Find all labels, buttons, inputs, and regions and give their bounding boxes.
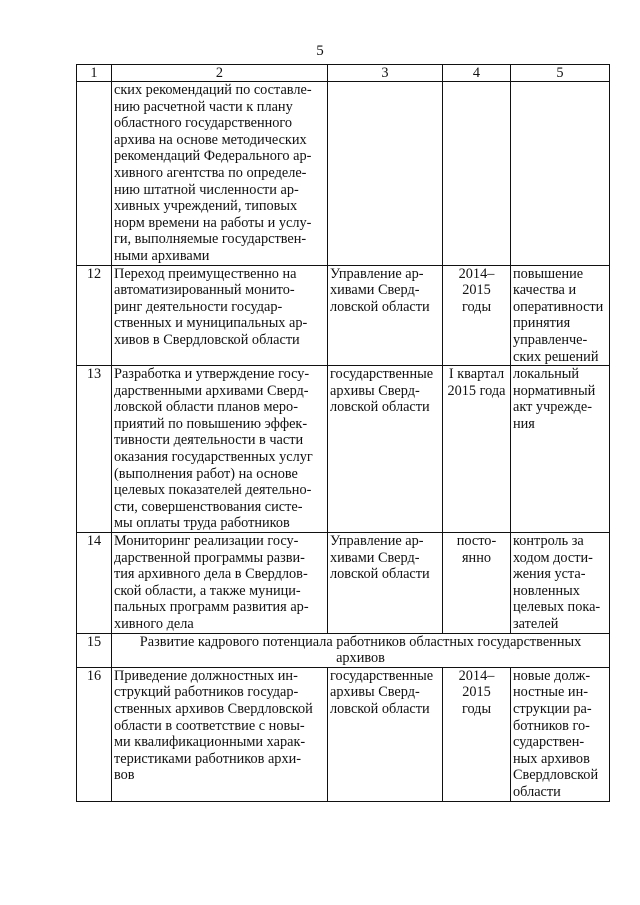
column-number: 1 xyxy=(77,65,112,82)
task-cell-line: оказания государственных услуг xyxy=(114,449,313,466)
task-cell-line: пальных программ развития ар- xyxy=(114,599,309,616)
responsible-cell xyxy=(328,533,443,634)
row-number: 14 xyxy=(77,533,112,634)
plan-table-body xyxy=(77,65,610,802)
deadline-cell-line: 2015 года xyxy=(447,382,506,399)
task-cell-line: архива на основе методических xyxy=(114,131,307,148)
task-cell-line: (выполнения работ) на основе xyxy=(114,465,298,482)
result-cell-line: качества и xyxy=(513,282,577,299)
task-cell-line: нию штатной численности ар- xyxy=(114,181,299,198)
result-cell-line: ностные ин- xyxy=(513,684,588,701)
result-cell-line: Свердловской xyxy=(513,767,599,784)
task-cell-line: ской области, а также муници- xyxy=(114,582,301,599)
task-cell-line: хивов в Свердловской области xyxy=(114,331,300,348)
table-row xyxy=(77,82,610,266)
row-number xyxy=(77,82,112,266)
deadline-cell xyxy=(443,82,511,266)
responsible-cell-line: хивами Сверд- xyxy=(330,282,420,299)
section-title xyxy=(112,633,610,667)
result-cell-line: новленных xyxy=(513,582,580,599)
deadline-cell-line: 2015 xyxy=(462,282,491,299)
result-cell-line: ных архивов xyxy=(513,750,590,767)
deadline-cell xyxy=(443,533,511,634)
deadline-cell-line: янно xyxy=(461,549,492,566)
task-cell-line: струкций работников государ- xyxy=(114,684,299,701)
task-cell-line: теристиками работников архи- xyxy=(114,750,302,767)
responsible-cell xyxy=(328,265,443,366)
column-number: 3 xyxy=(328,65,443,82)
column-number: 5 xyxy=(511,65,610,82)
deadline-cell xyxy=(443,265,511,366)
task-cell-line: тивности деятельности в части xyxy=(114,432,304,449)
deadline-cell xyxy=(443,366,511,533)
deadline-cell-line: годы xyxy=(461,298,492,315)
result-cell xyxy=(511,533,610,634)
task-cell-line: ственных и муниципальных ар- xyxy=(114,315,308,332)
result-cell-line: ботников го- xyxy=(513,717,590,734)
column-number-row xyxy=(77,65,610,82)
responsible-cell xyxy=(328,667,443,801)
table-row xyxy=(77,366,610,533)
task-cell xyxy=(112,533,328,634)
responsible-cell-line: Управление ар- xyxy=(330,533,424,550)
section-row xyxy=(77,633,610,667)
responsible-cell-line: государственные xyxy=(330,366,434,383)
result-cell-line: новые долж- xyxy=(513,667,591,684)
result-cell-line: принятия xyxy=(513,315,571,332)
table-row xyxy=(77,533,610,634)
row-number: 13 xyxy=(77,366,112,533)
task-cell xyxy=(112,265,328,366)
result-cell-line: ских решений xyxy=(513,348,599,365)
deadline-cell xyxy=(443,667,511,801)
task-cell-line: дарственной программы разви- xyxy=(114,549,305,566)
task-cell-line: вов xyxy=(114,767,135,784)
task-cell-line: мы оплаты труда работников xyxy=(114,515,290,532)
deadline-cell-line: 2014– xyxy=(458,265,495,282)
deadline-cell-line: 2015 xyxy=(462,684,491,701)
task-cell xyxy=(112,366,328,533)
task-cell-line: ми квалификационными харак- xyxy=(114,734,306,751)
task-cell-line: Приведение должностных ин- xyxy=(114,667,298,684)
responsible-cell-line: архивы Сверд- xyxy=(330,382,420,399)
task-cell xyxy=(112,667,328,801)
task-cell-line: ственных архивов Свердловской xyxy=(114,700,313,717)
responsible-cell-line: государственные xyxy=(330,667,434,684)
task-cell-line: ными архивами xyxy=(114,247,210,264)
result-cell-line: оперативности xyxy=(513,298,604,315)
task-cell xyxy=(112,82,328,266)
result-cell-line: управленче- xyxy=(513,331,588,348)
deadline-cell-line: годы xyxy=(461,700,492,717)
section-title-line: Развитие кадрового потенциала работников областных государственных xyxy=(139,633,582,650)
result-cell-line: повышение xyxy=(513,265,584,282)
row-number: 15 xyxy=(77,633,112,667)
task-cell-line: хивного агентства по определе- xyxy=(114,164,307,181)
deadline-cell-line: 2014– xyxy=(458,667,495,684)
responsible-cell xyxy=(328,82,443,266)
column-number: 2 xyxy=(112,65,328,82)
result-cell-line: локальный xyxy=(513,366,580,383)
responsible-cell-line: ловской области xyxy=(330,298,430,315)
task-cell-line: Мониторинг реализации госу- xyxy=(114,533,299,550)
deadline-cell-line: I квартал xyxy=(448,366,505,383)
result-cell-line: целевых пока- xyxy=(513,599,601,616)
section-title-line: архивов xyxy=(336,650,385,667)
row-number: 12 xyxy=(77,265,112,366)
result-cell xyxy=(511,667,610,801)
result-cell-line: зателей xyxy=(513,616,559,632)
result-cell xyxy=(511,366,610,533)
task-cell-line: Переход преимущественно на xyxy=(114,265,297,282)
table-row xyxy=(77,667,610,801)
page-number: 5 xyxy=(316,43,324,59)
task-cell-line: приятий по повышению эффек- xyxy=(114,415,308,432)
responsible-cell-line: хивами Сверд- xyxy=(330,549,420,566)
responsible-cell-line: ловской области xyxy=(330,566,430,583)
task-cell-line: ги, выполняемые государствен- xyxy=(114,231,307,248)
task-cell-line: тия архивного дела в Свердлов- xyxy=(114,566,308,583)
result-cell xyxy=(511,82,610,266)
task-cell-line: ских рекомендаций по составле- xyxy=(114,82,312,98)
result-cell-line: струкции ра- xyxy=(513,700,592,717)
result-cell-line: жения уста- xyxy=(513,566,586,583)
result-cell-line: области xyxy=(513,783,561,800)
deadline-cell-line: посто- xyxy=(456,533,497,550)
task-cell-line: ринг деятельности государ- xyxy=(114,298,283,315)
task-cell-line: целевых показателей деятельно- xyxy=(114,482,312,499)
result-cell-line: ходом дости- xyxy=(513,549,593,566)
task-cell-line: дарственными архивами Сверд- xyxy=(114,382,309,399)
result-cell xyxy=(511,265,610,366)
task-cell-line: хивного дела xyxy=(114,616,194,632)
responsible-cell-line: Управление ар- xyxy=(330,265,424,282)
responsible-cell xyxy=(328,366,443,533)
task-cell-line: норм времени на работы и услу- xyxy=(114,214,312,231)
result-cell-line: нормативный xyxy=(513,382,596,399)
task-cell-line: областного государственного xyxy=(114,115,293,132)
task-cell-line: ловской области планов меро- xyxy=(114,399,298,416)
responsible-cell-line: ловской области xyxy=(330,700,430,717)
result-cell-line: сударствен- xyxy=(513,734,585,751)
task-cell-line: рекомендаций Федерального ар- xyxy=(114,148,312,165)
task-cell-line: сти, совершенствования систе- xyxy=(114,498,303,515)
plan-table xyxy=(76,64,610,802)
result-cell-line: ния xyxy=(513,415,535,432)
table-row xyxy=(77,265,610,366)
task-cell-line: хивных учреждений, типовых xyxy=(114,198,298,215)
result-cell-line: акт учрежде- xyxy=(513,399,593,416)
responsible-cell-line: ловской области xyxy=(330,399,430,416)
responsible-cell-line: архивы Сверд- xyxy=(330,684,420,701)
task-cell-line: области в соответствие с новы- xyxy=(114,717,305,734)
task-cell-line: нию расчетной части к плану xyxy=(114,98,293,115)
task-cell-line: автоматизированный монито- xyxy=(114,282,295,299)
column-number: 4 xyxy=(443,65,511,82)
row-number: 16 xyxy=(77,667,112,801)
task-cell-line: Разработка и утверждение госу- xyxy=(114,366,310,383)
result-cell-line: контроль за xyxy=(513,533,584,550)
